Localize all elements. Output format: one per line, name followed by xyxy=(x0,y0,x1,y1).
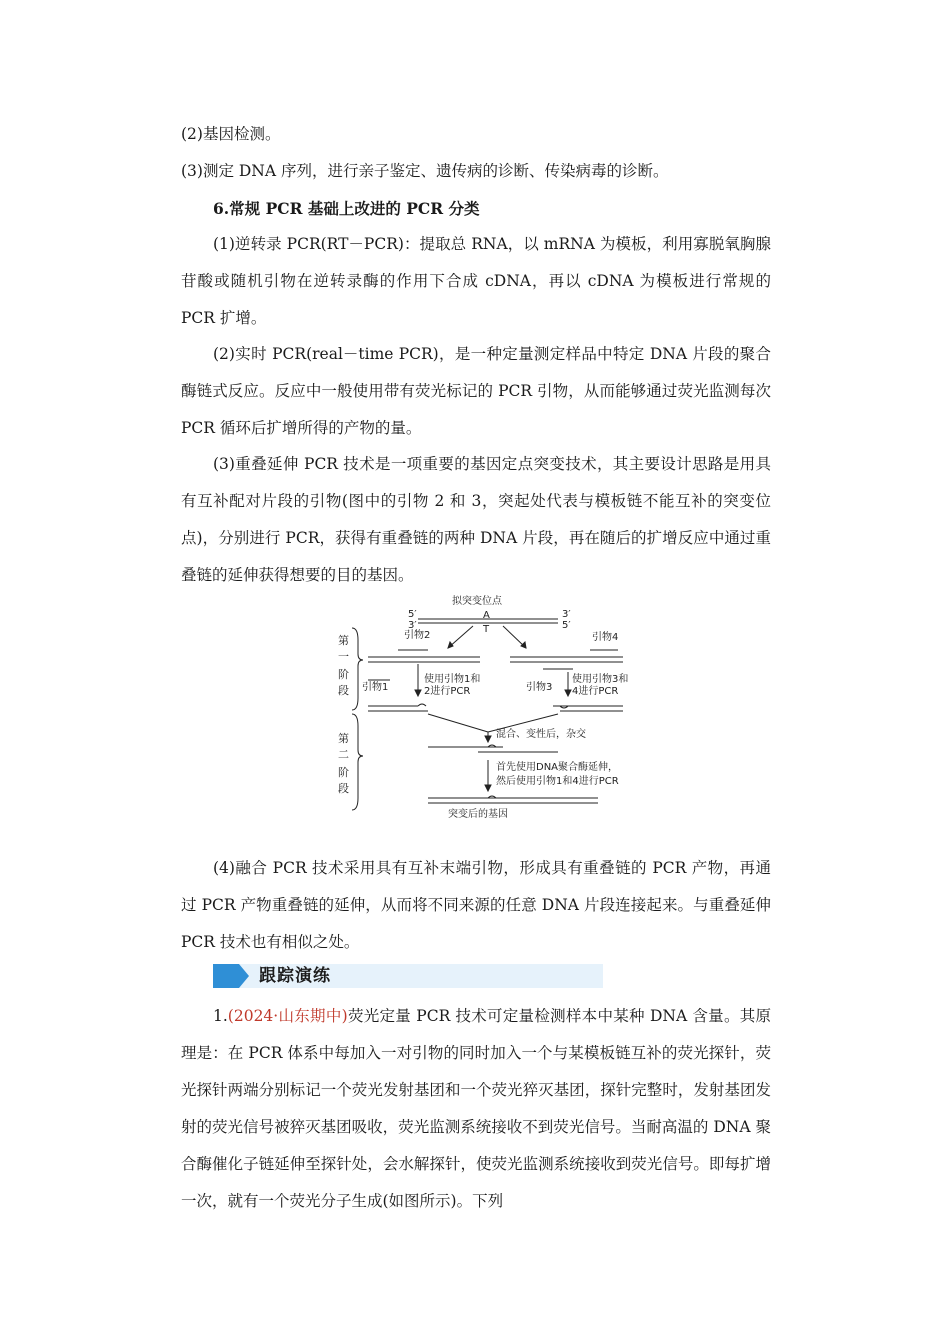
para-gene-detection: (2)基因检测。 xyxy=(181,125,281,143)
label-extend-b: 然后使用引物1和4进行PCR xyxy=(496,776,619,787)
label-primer1: 引物1 xyxy=(362,682,389,693)
label-use-primers-1-2-b: 2进行PCR xyxy=(424,686,471,697)
label-mutation-site: 拟突变位点 xyxy=(452,596,502,607)
label-stage1-3: 阶 xyxy=(338,668,349,681)
label-3prime: 3′ xyxy=(408,620,417,631)
label-use-primers-3-4-b: 4进行PCR xyxy=(572,686,619,697)
para-dna-sequencing: (3)测定 DNA 序列，进行亲子鉴定、遗传病的诊断、传染病毒的诊断。 xyxy=(181,162,669,180)
section-title: 跟踪演练 xyxy=(259,966,331,986)
question-text: 荧光定量 PCR 技术可定量检测样本中某种 DNA 含量。其原理是：在 PCR 体系中每加入一对引物的同时加入一个与某模板链互补的荧光探针，荧光探针两端分别标记一个荧光发射基团和一个荧光猝灭基团，探针完整时，发射基团发射的荧光信号被猝灭基团吸收，荧光监测系统接收不到荧光信号。当耐高温的 DNA 聚合酶催化子链延伸至探针处，会水解探针，使荧光监测系统接收到荧光信号。即每扩增一次，就有一个荧光分子生成(如图所示)。下列 xyxy=(181,1007,772,1210)
question-1 xyxy=(181,998,771,1220)
question-number: 1. xyxy=(213,1007,228,1025)
label-stage2-4: 段 xyxy=(338,782,349,795)
label-stage1-4: 段 xyxy=(338,684,349,697)
para-rt-pcr: (1)逆转录 PCR(RT－PCR)：提取总 RNA，以 mRNA 为模板，利用寡脱氧胸腺苷酸或随机引物在逆转录酶的作用下合成 cDNA，再以 cDNA 为模板进行常规的 PCR 扩增。 xyxy=(181,235,771,327)
arrow-tab-icon xyxy=(213,964,249,988)
label-primer3: 引物3 xyxy=(526,682,553,693)
label-stage2-3: 阶 xyxy=(338,766,349,779)
label-stage2: 第 xyxy=(338,732,349,745)
label-mutated-gene: 突变后的基因 xyxy=(448,809,508,820)
para-overlap-pcr: (3)重叠延伸 PCR 技术是一项重要的基因定点突变技术，其主要设计思路是用具有互补配对片段的引物(图中的引物 2 和 3，突起处代表与模板链不能互补的突变位点)，分别进行 PCR，获得有重叠链的两种 DNA 片段，再在随后的扩增反应中通过重叠链的延伸获得想要的目的基因。 xyxy=(181,455,771,584)
label-5prime: 5′ xyxy=(408,609,417,620)
label-stage1-2: 一 xyxy=(338,650,349,663)
label-3prime: 3′ xyxy=(562,609,571,620)
label-use-primers-1-2: 使用引物1和 xyxy=(424,674,481,685)
overlap-pcr-diagram xyxy=(328,592,658,824)
base-a: A xyxy=(483,610,490,621)
label-stage1: 第 xyxy=(338,634,349,647)
question-source: (2024·山东期中) xyxy=(227,1007,348,1025)
label-primer4: 引物4 xyxy=(592,632,619,643)
section-header xyxy=(213,964,603,988)
para-realtime-pcr: (2)实时 PCR(real－time PCR)，是一种定量测定样品中特定 DNA 片段的聚合酶链式反应。反应中一般使用带有荧光标记的 PCR 引物，从而能够通过荧光监测每次 PCR 循环后扩增所得的产物的量。 xyxy=(181,345,771,437)
heading-pcr-types: 6.常规 PCR 基础上改进的 PCR 分类 xyxy=(213,199,480,218)
label-extend: 首先使用DNA聚合酶延伸， xyxy=(496,762,619,773)
label-primer2: 引物2 xyxy=(404,630,431,641)
para-fusion-pcr: (4)融合 PCR 技术采用具有互补末端引物，形成具有重叠链的 PCR 产物，再通过 PCR 产物重叠链的延伸，从而将不同来源的任意 DNA 片段连接起来。与重叠延伸 PCR 技术也有相似之处。 xyxy=(181,859,771,951)
label-5prime: 5′ xyxy=(562,620,571,631)
label-stage2-2: 二 xyxy=(338,748,349,761)
base-t: T xyxy=(483,624,490,635)
label-use-primers-3-4: 使用引物3和 xyxy=(572,674,629,685)
label-mix: 混合、变性后，杂交 xyxy=(496,729,586,740)
